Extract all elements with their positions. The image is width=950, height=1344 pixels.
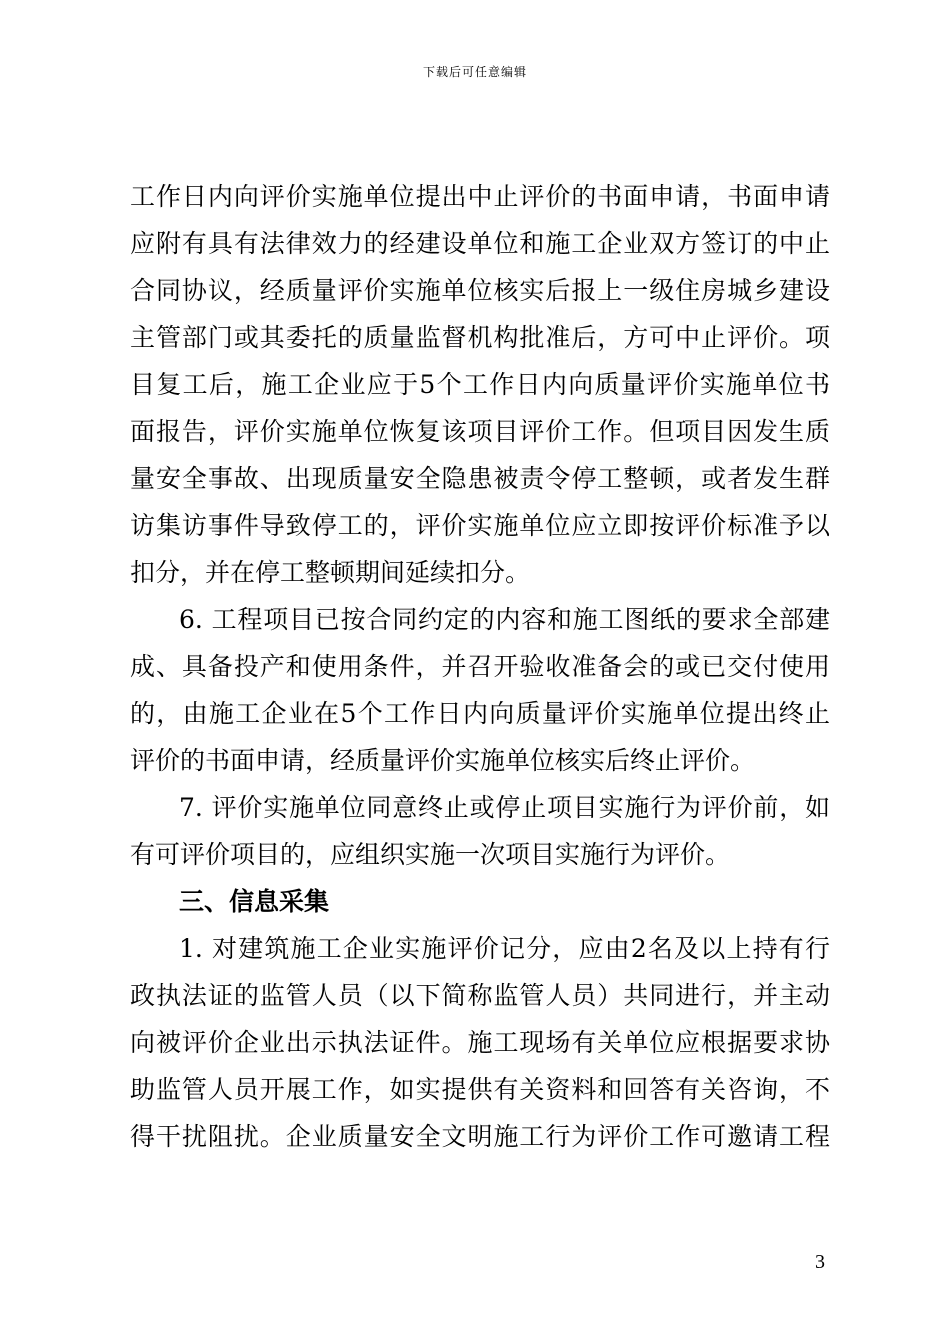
text-line: 1. 对建筑施工企业实施评价记分，应由2名及以上持有行	[179, 934, 830, 963]
text-line: 的，由施工企业在5个工作日内向质量评价实施单位提出终止	[130, 699, 830, 728]
text-line: 政执法证的监管人员（以下简称监管人员）共同进行，并主动	[130, 981, 830, 1010]
text-line: 助监管人员开展工作，如实提供有关资料和回答有关咨询，不	[130, 1075, 830, 1104]
text-line: 主管部门或其委托的质量监督机构批准后，方可中止评价。项	[130, 323, 830, 352]
text-line: 评价的书面申请，经质量评价实施单位核实后终止评价。	[130, 746, 756, 775]
text-line: 目复工后，施工企业应于5个工作日内向质量评价实施单位书	[130, 370, 830, 399]
text-line: 得干扰阻扰。企业质量安全文明施工行为评价工作可邀请工程	[130, 1122, 830, 1151]
text-line: 面报告，评价实施单位恢复该项目评价工作。但项目因发生质	[130, 417, 830, 446]
text-line: 扣分，并在停工整顿期间延续扣分。	[130, 558, 531, 587]
text-line: 7. 评价实施单位同意终止或停止项目实施行为评价前，如	[179, 793, 830, 822]
text-line: 工作日内向评价实施单位提出中止评价的书面申请，书面申请	[130, 182, 830, 211]
page-number: 3	[815, 1251, 825, 1273]
text-line: 有可评价项目的，应组织实施一次项目实施行为评价。	[130, 840, 731, 869]
section-heading: 三、信息采集	[179, 887, 330, 916]
text-line: 合同协议，经质量评价实施单位核实后报上一级住房城乡建设	[130, 276, 830, 305]
text-line: 向被评价企业出示执法证件。施工现场有关单位应根据要求协	[130, 1028, 830, 1057]
text-line: 成、具备投产和使用条件，并召开验收准备会的或已交付使用	[130, 652, 830, 681]
page-header: 下载后可任意编辑	[422, 65, 527, 79]
text-line: 6. 工程项目已按合同约定的内容和施工图纸的要求全部建	[179, 605, 830, 634]
text-line: 应附有具有法律效力的经建设单位和施工企业双方签订的中止	[130, 229, 830, 258]
text-line: 访集访事件导致停工的，评价实施单位应立即按评价标准予以	[130, 511, 830, 540]
text-line: 量安全事故、出现质量安全隐患被责令停工整顿，或者发生群	[130, 464, 830, 493]
